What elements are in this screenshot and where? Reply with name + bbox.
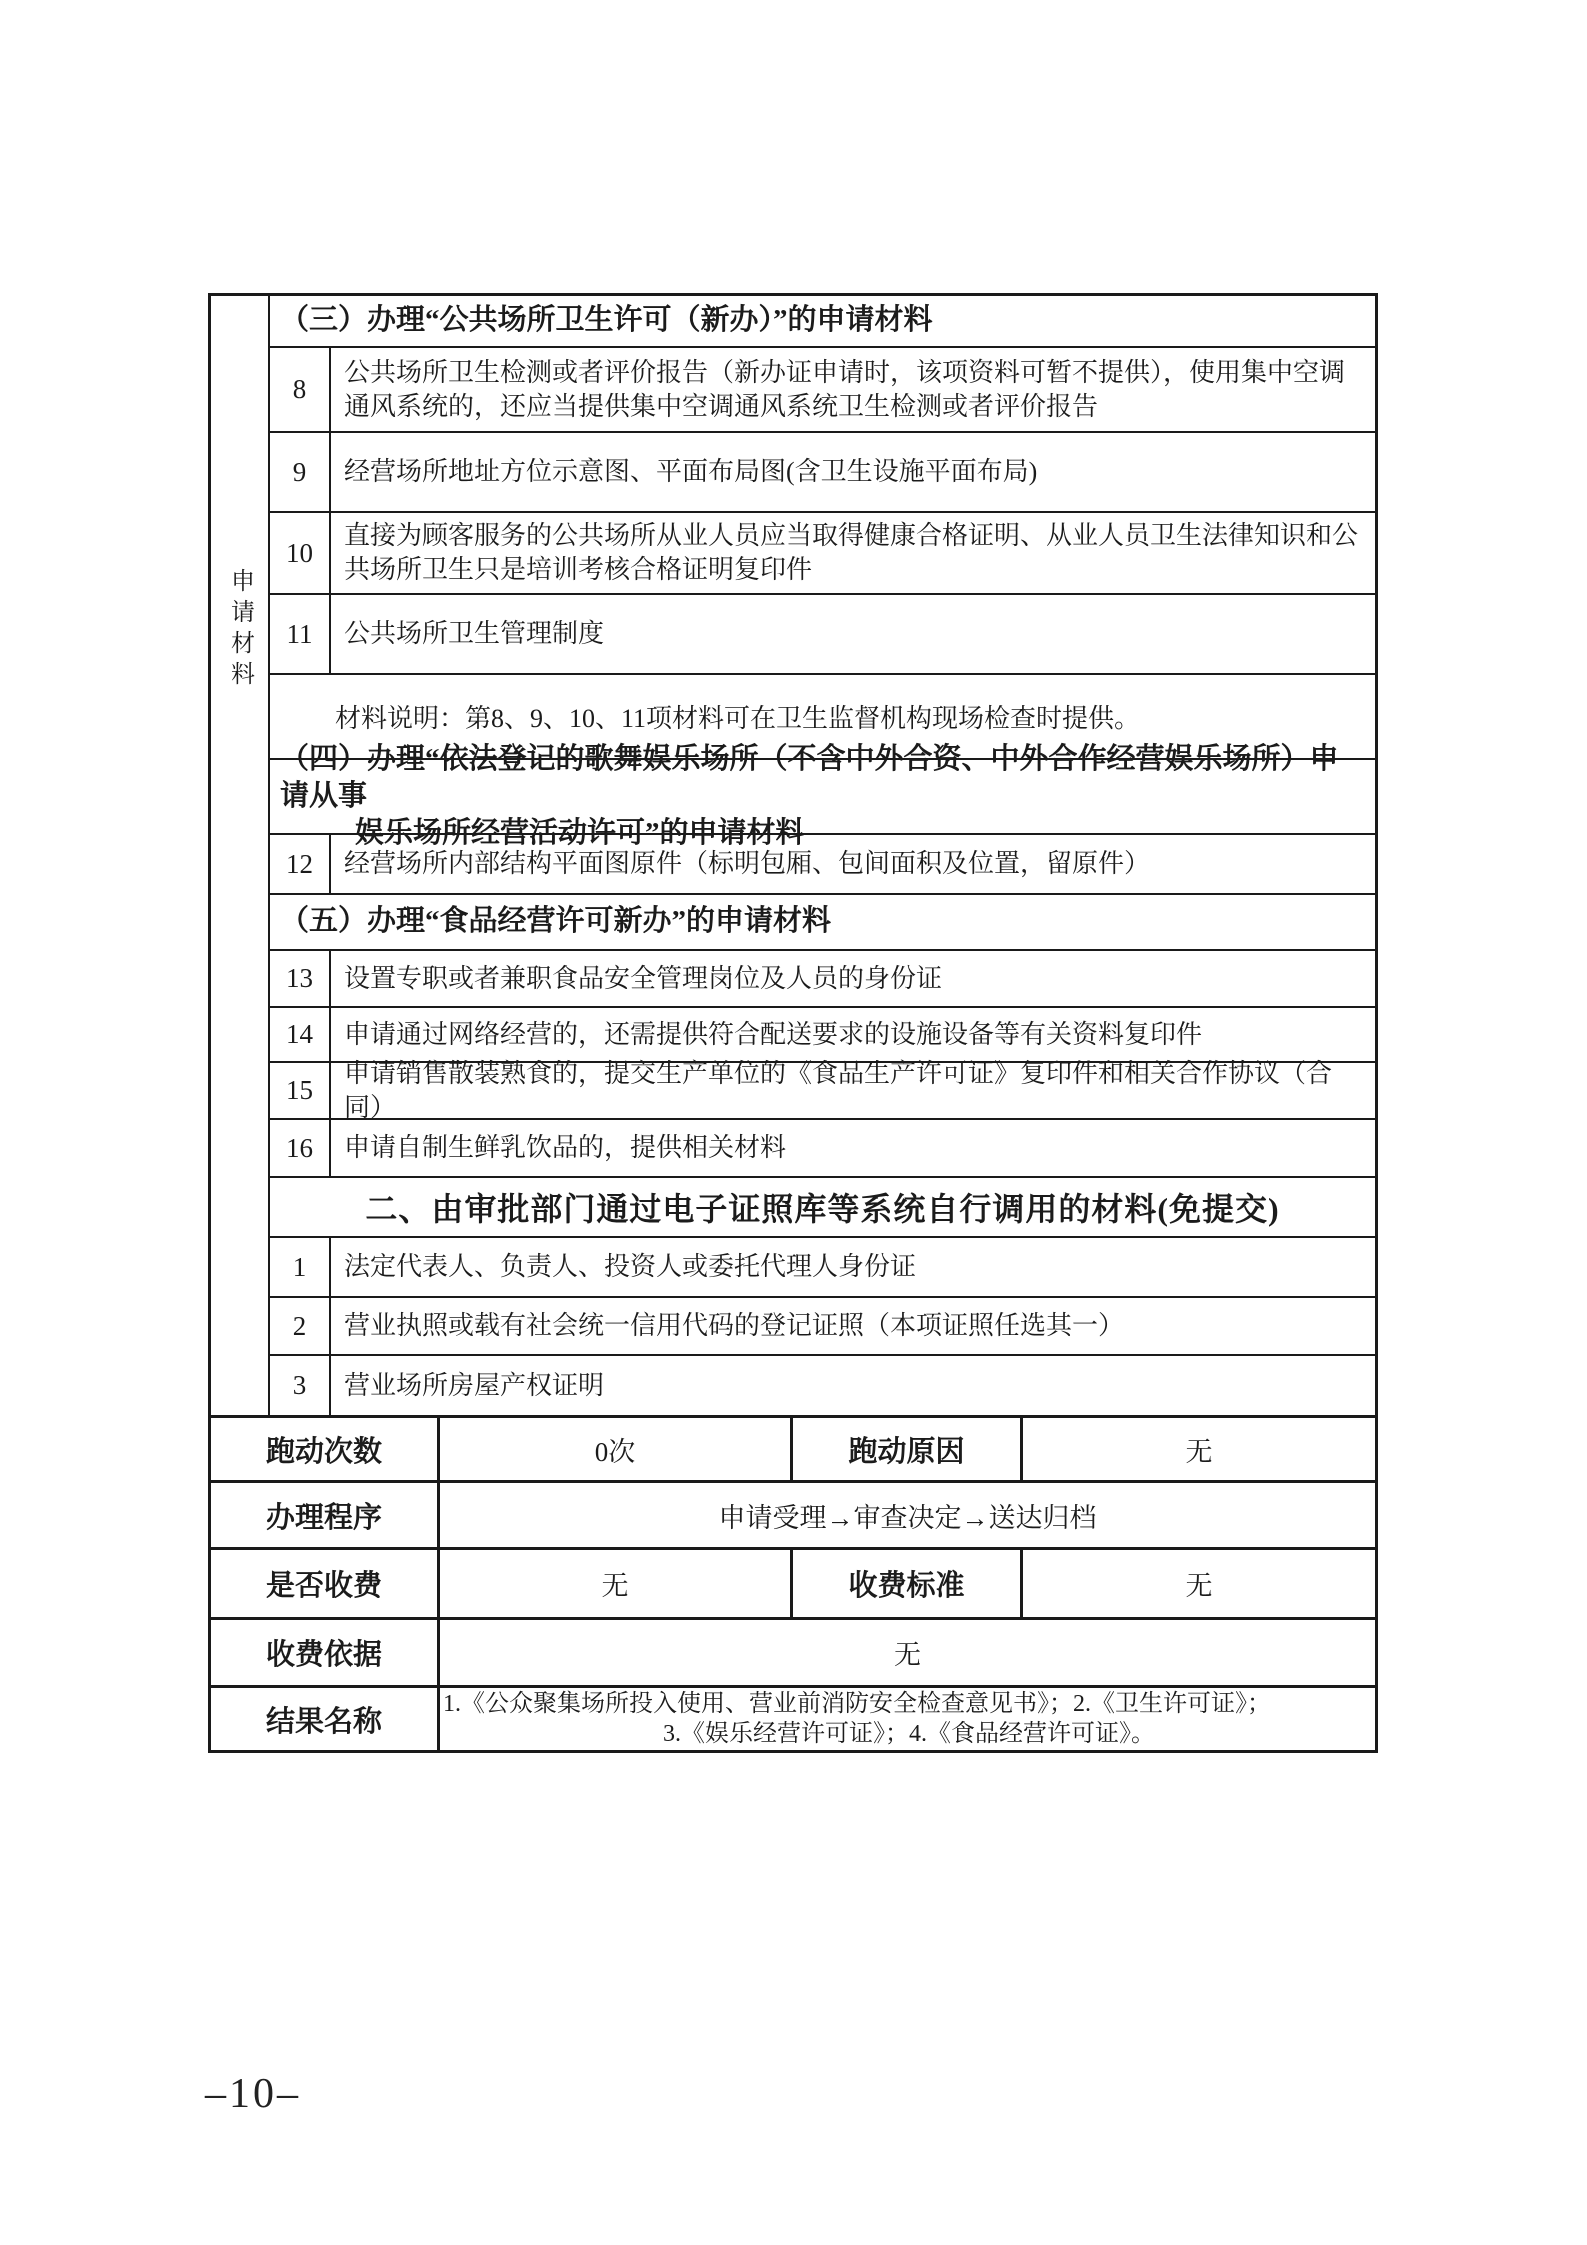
fee-required-value: 无 [440, 1550, 793, 1617]
row-text: 申请自制生鲜乳饮品的，提供相关材料 [344, 1133, 787, 1163]
row-text: 公共场所卫生管理制度 [344, 619, 605, 649]
row-text: 法定代表人、负责人、投资人或委托代理人身份证 [344, 1252, 917, 1282]
page-number: –10– [205, 2071, 301, 2117]
result-name-row [211, 1688, 1375, 1750]
section-header-row [270, 296, 1375, 348]
fee-standard-label: 收费标准 [793, 1550, 1023, 1617]
material-row [270, 1008, 1375, 1063]
row-text: 公共场所卫生检测或者评价报告（新办证申请时，该项资料可暂不提供），使用集中空调通风系统的，还应当提供集中空调通风系统卫生检测或者评价报告 [344, 357, 1346, 421]
row-group-label: 申请材料 [226, 568, 253, 692]
section-header-row [270, 742, 1375, 850]
fee-basis-row [211, 1620, 1375, 1688]
section-3-title: （三）办理“公共场所卫生许可（新办）”的申请材料 [280, 304, 933, 337]
section-header-row [270, 895, 1375, 951]
material-note: 材料说明：第8、9、10、11项材料可在卫生监督机构现场检查时提供。 [335, 704, 1141, 733]
procedure-label: 办理程序 [211, 1483, 440, 1547]
application-materials-table [208, 293, 1378, 1418]
row-text: 营业场所房屋产权证明 [344, 1370, 605, 1400]
material-row [270, 1298, 1375, 1356]
material-row [270, 1238, 1375, 1298]
section-4-title-line2: 娱乐场所经营活动许可”的申请材料 [355, 817, 805, 850]
result-name-label: 结果名称 [211, 1688, 440, 1750]
section-4-title [270, 742, 1375, 850]
fee-basis-label: 收费依据 [211, 1620, 440, 1685]
row-number: 2 [270, 1298, 331, 1354]
row-number: 16 [270, 1120, 331, 1176]
run-count-row [211, 1418, 1375, 1483]
material-row [270, 513, 1375, 595]
material-row [270, 951, 1375, 1008]
row-text: 经营场所地址方位示意图、平面布局图(含卫生设施平面布局) [344, 457, 1038, 487]
fee-required-label: 是否收费 [211, 1550, 440, 1617]
material-row [270, 835, 1375, 895]
material-row [270, 595, 1375, 675]
material-row [270, 433, 1375, 513]
result-name-line2: 3.《娱乐经营许可证》；4.《食品经营许可证》。 [663, 1721, 1155, 1747]
row-number: 10 [270, 513, 331, 593]
section-header-row [270, 1178, 1375, 1238]
run-count-value: 0次 [440, 1418, 793, 1480]
procedure-row [211, 1483, 1375, 1550]
row-text: 设置专职或者兼职食品安全管理岗位及人员的身份证 [344, 963, 943, 993]
materials-rows [270, 296, 1375, 1415]
row-group-header-cell [211, 296, 270, 1415]
row-number: 15 [270, 1063, 331, 1118]
row-text: 直接为顾客服务的公共场所从业人员应当取得健康合格证明、从业人员卫生法律知识和公共场所卫生只是培训考核合格证明复印件 [344, 521, 1359, 584]
row-number: 13 [270, 951, 331, 1006]
run-count-label: 跑动次数 [211, 1418, 440, 1480]
row-number: 9 [270, 433, 331, 511]
row-text: 申请通过网络经营的，还需提供符合配送要求的设施设备等有关资料复印件 [344, 1019, 1203, 1049]
material-row [270, 1120, 1375, 1178]
fee-standard-value: 无 [1185, 1571, 1213, 1601]
row-text: 申请销售散装熟食的，提交生产单位的《食品生产许可证》复印件和相关合作协议（合同） [344, 1058, 1333, 1122]
row-number: 14 [270, 1008, 331, 1061]
run-reason-value: 无 [1185, 1436, 1213, 1467]
fee-row [211, 1550, 1375, 1620]
fee-basis-value: 无 [894, 1640, 921, 1670]
row-number: 3 [270, 1356, 331, 1415]
result-name-value [440, 1688, 1375, 1750]
material-row [270, 1058, 1375, 1122]
material-row [270, 348, 1375, 433]
row-text: 营业执照或载有社会统一信用代码的登记证照（本项证照任选其一） [344, 1311, 1125, 1341]
material-row [270, 1356, 1375, 1415]
row-number: 11 [270, 595, 331, 673]
row-number: 12 [270, 835, 331, 893]
section-5-title: （五）办理“食品经营许可新办”的申请材料 [280, 905, 832, 938]
run-reason-label: 跑动原因 [793, 1418, 1023, 1480]
row-text: 经营场所内部结构平面图原件（标明包厢、包间面积及位置，留原件） [344, 849, 1151, 879]
section-2-title: 二、由审批部门通过电子证照库等系统自行调用的材料(免提交) [365, 1191, 1280, 1227]
result-name-line1: 1.《公众聚集场所投入使用、营业前消防安全检查意见书》；2.《卫生许可证》； [443, 1691, 1271, 1717]
row-number: 1 [270, 1238, 331, 1296]
process-info-table [208, 1415, 1378, 1753]
procedure-value: 申请受理→审查决定→送达归档 [718, 1502, 1097, 1533]
section-4-title-line1: （四）办理“依法登记的歌舞娱乐场所（不含中外合资、中外合作经营娱乐场所）申请从事 [280, 742, 1339, 812]
row-number: 8 [270, 348, 331, 431]
